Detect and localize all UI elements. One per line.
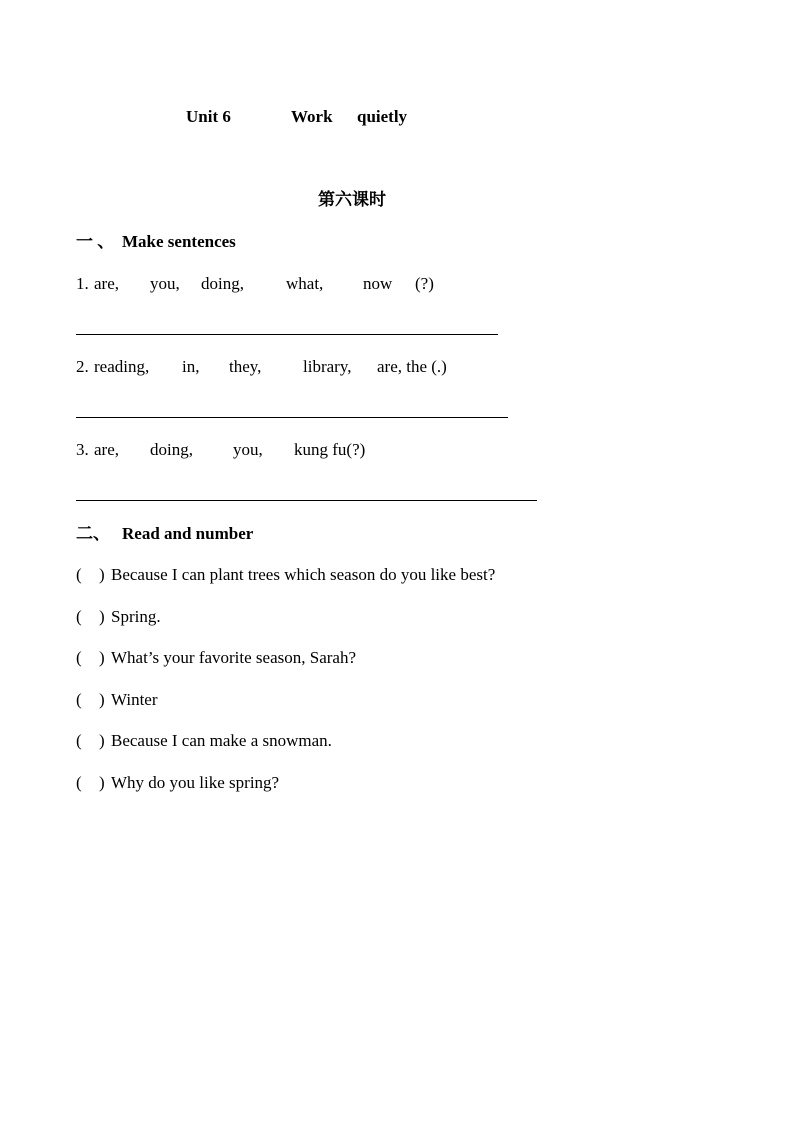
title-word-quietly: quietly xyxy=(357,107,408,126)
item-text: Why do you like spring? xyxy=(111,773,280,792)
paren-open: ( xyxy=(76,565,82,584)
item-text: Because I can make a snowman. xyxy=(111,731,332,750)
title-word-work: Work xyxy=(291,107,333,126)
section2-heading: Read and number xyxy=(122,524,254,543)
section2-number: 二、 xyxy=(76,524,110,543)
answer-line-2[interactable] xyxy=(76,417,508,418)
word: doing, xyxy=(150,440,193,459)
paren-close: ) xyxy=(99,565,105,584)
item-number: 2. xyxy=(76,357,89,376)
paren-open: ( xyxy=(76,607,82,626)
paren-open: ( xyxy=(76,690,82,709)
word: are, xyxy=(94,274,120,293)
paren-close: ) xyxy=(99,731,105,750)
word: you, xyxy=(150,274,180,293)
word: they, xyxy=(229,357,262,376)
paren-open: ( xyxy=(76,648,82,667)
item-number: 1. xyxy=(76,274,89,293)
unit-label: Unit 6 xyxy=(186,107,231,126)
word: are, xyxy=(94,440,120,459)
word: are, the (.) xyxy=(377,357,447,376)
answer-line-1[interactable] xyxy=(76,334,498,335)
word: you, xyxy=(233,440,263,459)
word: (?) xyxy=(415,274,434,293)
item-number: 3. xyxy=(76,440,89,459)
paren-close: ) xyxy=(99,773,105,792)
word: reading, xyxy=(94,357,150,376)
section1-number: 一 、 xyxy=(76,232,115,251)
item-text: Winter xyxy=(111,690,158,709)
paren-open: ( xyxy=(76,773,82,792)
item-text: Spring. xyxy=(111,607,161,626)
paren-open: ( xyxy=(76,731,82,750)
word: now xyxy=(363,274,393,293)
paren-close: ) xyxy=(99,648,105,667)
lesson-title: 第六课时 xyxy=(318,190,386,209)
item-text: Because I can plant trees which season do you like best? xyxy=(111,565,496,584)
section1-heading: Make sentences xyxy=(122,232,236,251)
word: doing, xyxy=(201,274,244,293)
paren-close: ) xyxy=(99,690,105,709)
item-text: What’s your favorite season, Sarah? xyxy=(111,648,356,667)
word: kung fu(?) xyxy=(294,440,366,459)
word: what, xyxy=(286,274,324,293)
paren-close: ) xyxy=(99,607,105,626)
word: in, xyxy=(182,357,200,376)
answer-line-3[interactable] xyxy=(76,500,537,501)
word: library, xyxy=(303,357,352,376)
